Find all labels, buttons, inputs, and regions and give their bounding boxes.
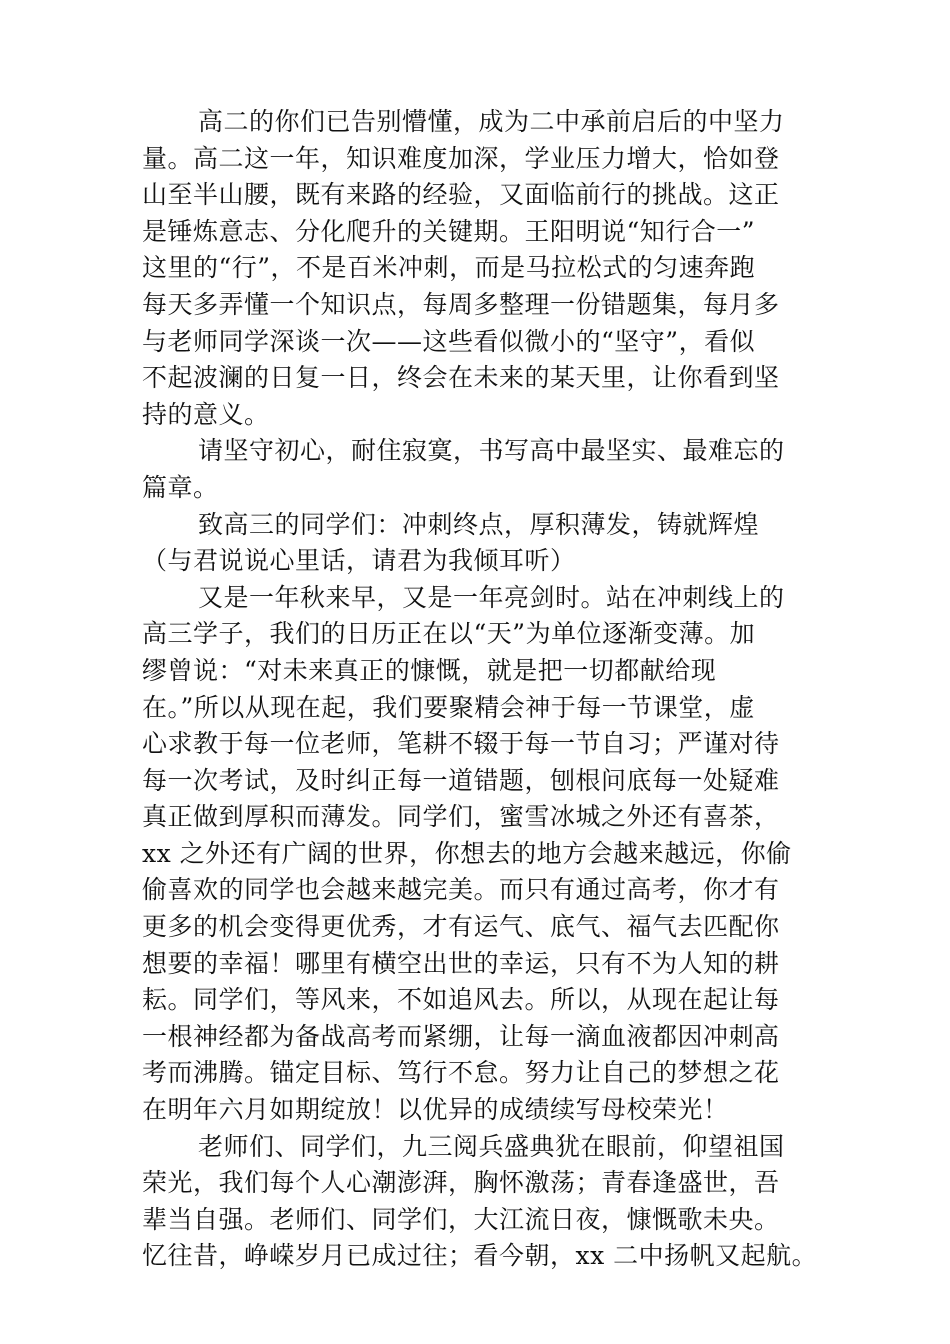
document-body — [142, 104, 822, 1275]
text-line: 心求教于每一位老师，笔耕不辍于每一节自习；严谨对待 — [142, 729, 780, 759]
paragraph-first-line: 致高三的同学们：冲刺终点，厚积薄发，铸就辉煌 — [198, 509, 760, 539]
text-line: 篇章。 — [142, 472, 219, 502]
text-line: xx 之外还有广阔的世界，你想去的地方会越来越远，你偷 — [142, 838, 792, 868]
paragraph-first-line: 请坚守初心，耐住寂寞，书写高中最坚实、最难忘的 — [198, 436, 785, 466]
text-line: 考而沸腾。锚定目标、笃行不怠。努力让自己的梦想之花 — [142, 1058, 780, 1088]
text-line: 山至半山腰，既有来路的经验，又面临前行的挑战。这正 — [142, 180, 780, 210]
text-line: 真正做到厚积而薄发。同学们，蜜雪冰城之外还有喜茶， — [142, 802, 780, 832]
text-line: 高三学子，我们的日历正在以“天”为单位逐渐变薄。加 — [142, 619, 756, 649]
text-line: 忆往昔，峥嵘岁月已成过往；看今朝，xx 二中扬帆又起航。 — [142, 1241, 818, 1271]
paragraph-first-line: 高二的你们已告别懵懂，成为二中承前启后的中坚力 — [198, 107, 785, 136]
text-line: 持的意义。 — [142, 399, 270, 429]
text-line: 耘。同学们，等风来，不如追风去。所以，从现在起让每 — [142, 985, 780, 1015]
text-line: （与君说说心里话，请君为我倾耳听） — [142, 546, 576, 576]
text-line: 与老师同学深谈一次——这些看似微小的“坚守”，看似 — [142, 326, 756, 356]
text-line: 量。高二这一年，知识难度加深，学业压力增大，恰如登 — [142, 143, 780, 173]
text-line: 这里的“行”，不是百米冲刺，而是马拉松式的匀速奔跑 — [142, 253, 756, 283]
text-line: 偷喜欢的同学也会越来越完美。而只有通过高考，你才有 — [142, 875, 780, 905]
text-line: 缪曾说：“对未来真正的慷慨，就是把一切都献给现 — [142, 655, 717, 685]
text-line: 荣光，我们每个人心潮澎湃，胸怀激荡；青春逢盛世，吾 — [142, 1168, 780, 1198]
text-line: 是锤炼意志、分化爬升的关键期。王阳明说“知行合一” — [142, 216, 756, 246]
text-line: 一根神经都为备战高考而紧绷，让每一滴血液都因冲刺高 — [142, 1021, 780, 1051]
paragraph-first-line: 又是一年秋来早，又是一年亮剑时。站在冲刺线上的 — [198, 582, 785, 612]
text-line: 不起波澜的日复一日，终会在未来的某天里，让你看到坚 — [142, 363, 780, 393]
text-line: 更多的机会变得更优秀，才有运气、底气、福气去匹配你 — [142, 912, 780, 942]
text-line: 每一次考试，及时纠正每一道错题，刨根问底每一处疑难 — [142, 765, 780, 795]
text-line: 想要的幸福！哪里有横空出世的幸运，只有不为人知的耕 — [142, 948, 780, 978]
text-line: 每天多弄懂一个知识点，每周多整理一份错题集，每月多 — [142, 289, 780, 319]
paragraph-first-line: 老师们、同学们，九三阅兵盛典犹在眼前，仰望祖国 — [198, 1131, 785, 1161]
text-line: 在明年六月如期绽放！以优异的成绩续写母校荣光！ — [142, 1095, 729, 1125]
text-line: 辈当自强。老师们、同学们，大江流日夜，慷慨歌未央。 — [142, 1204, 780, 1234]
text-line: 在。”所以从现在起，我们要聚精会神于每一节课堂，虚 — [142, 692, 755, 722]
